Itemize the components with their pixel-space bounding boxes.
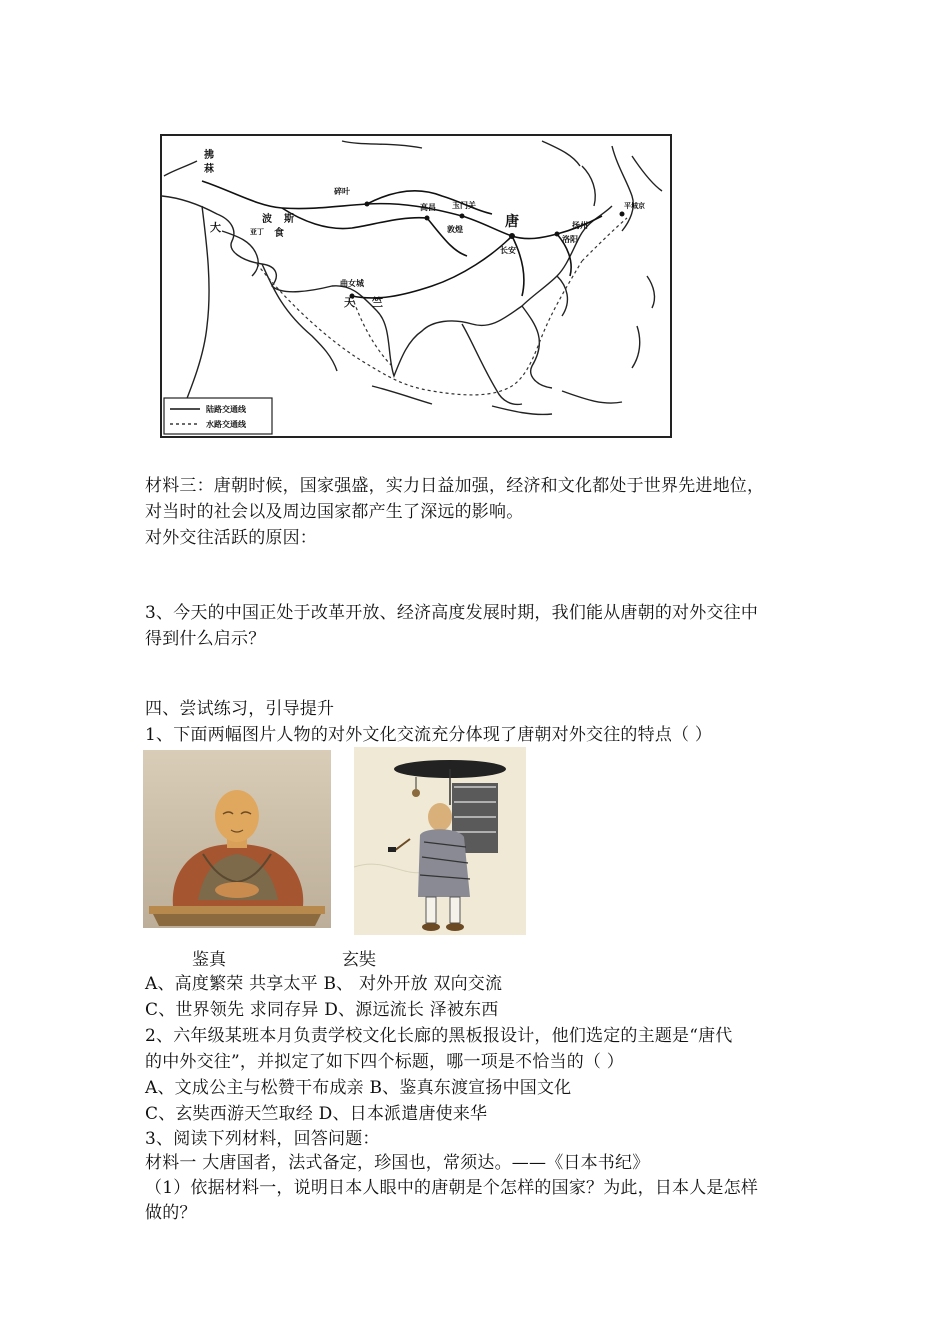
label-qunvcheng: 曲女城: [340, 279, 364, 288]
label-luoyang: 洛阳: [562, 235, 578, 244]
section4-title: 四、尝试练习，引导提升: [145, 699, 335, 719]
s4-q1-options-line2: C、世界领先 求同存异 D、源远流长 泽被东西: [145, 1000, 499, 1020]
s4-q3-stem: 3、阅读下列材料，回答问题：: [145, 1129, 380, 1149]
label-fu: 拂: [204, 150, 214, 161]
s4-q2-options-line2: C、玄奘西游天竺取经 D、日本派遣唐使来华: [145, 1104, 488, 1124]
label-da: 大: [210, 221, 221, 234]
place-labels: [204, 148, 645, 309]
caption-jianzhen: 鉴真: [192, 950, 226, 970]
material3-line2: 对当时的社会以及周边国家都产生了深远的影响。: [145, 502, 524, 522]
s4-q2-line1: 2、六年级某班本月负责学校文化长廊的黑板报设计，他们选定的主题是“唐代: [145, 1026, 733, 1046]
label-tian: 天: [344, 296, 355, 309]
label-suiye: 碎叶: [334, 187, 350, 196]
label-bo: 波: [262, 214, 272, 225]
s4-q1-stem: 1、下面两幅图片人物的对外文化交流充分体现了唐朝对外交往的特点（ ）: [145, 725, 713, 745]
coastlines: [162, 141, 662, 414]
tang-trade-routes-map: [160, 134, 672, 438]
s4-q3-sub1-line2: 做的？: [145, 1203, 197, 1223]
q3-line1: 3、今天的中国正处于改革开放、经济高度发展时期，我们能从唐朝的对外交往中: [145, 603, 759, 623]
label-heijo: 平城京: [624, 202, 645, 210]
label-tang: 唐: [505, 214, 519, 230]
label-aden: 亚丁: [250, 228, 264, 236]
legend-sea-route: 水路交通线: [206, 420, 246, 429]
caption-xuanzang: 玄奘: [342, 950, 376, 970]
s4-q2-line2: 的中外交往”，并拟定了如下四个标题，哪一项是不恰当的（ ）: [145, 1052, 624, 1072]
s4-q1-options-line1: A、高度繁荣 共享太平 B、 对外开放 双向交流: [145, 974, 503, 994]
map-legend: [164, 398, 272, 434]
xuanzang-painting-image: [354, 747, 526, 935]
land-routes: [202, 181, 602, 298]
material3-prompt: 对外交往活跃的原因：: [145, 528, 317, 548]
map-drawing: [162, 136, 670, 436]
sea-routes: [257, 218, 627, 395]
label-si: 斯: [284, 214, 294, 225]
s4-q2-options-line1: A、文成公主与松赞干布成亲 B、鉴真东渡宣扬中国文化: [145, 1078, 572, 1098]
label-changan: 长安: [500, 246, 516, 255]
label-zhu: 竺: [372, 296, 383, 309]
material3-line1: 材料三：唐朝时候，国家强盛，实力日益加强，经济和文化都处于世界先进地位，: [145, 476, 765, 496]
label-yumenguan: 玉门关: [452, 201, 476, 210]
city-markers: [350, 202, 625, 299]
label-lin: 菻: [204, 164, 214, 175]
s4-q3-material1: 材料一 大唐国者，法式备定，珍国也，常须达。——《日本书纪》: [145, 1153, 650, 1173]
legend-land-route: 陆路交通线: [206, 405, 246, 414]
label-dunhuang: 敦煌: [447, 225, 463, 234]
s4-q3-sub1-line1: （1）依据材料一，说明日本人眼中的唐朝是个怎样的国家？为此，日本人是怎样: [145, 1178, 759, 1198]
label-yangzhou: 扬州: [572, 221, 588, 230]
jianzhen-statue-image: [143, 750, 331, 928]
q3-line2: 得到什么启示？: [145, 629, 266, 649]
label-gaochang: 高昌: [420, 203, 436, 212]
label-shi: 食: [274, 228, 284, 239]
